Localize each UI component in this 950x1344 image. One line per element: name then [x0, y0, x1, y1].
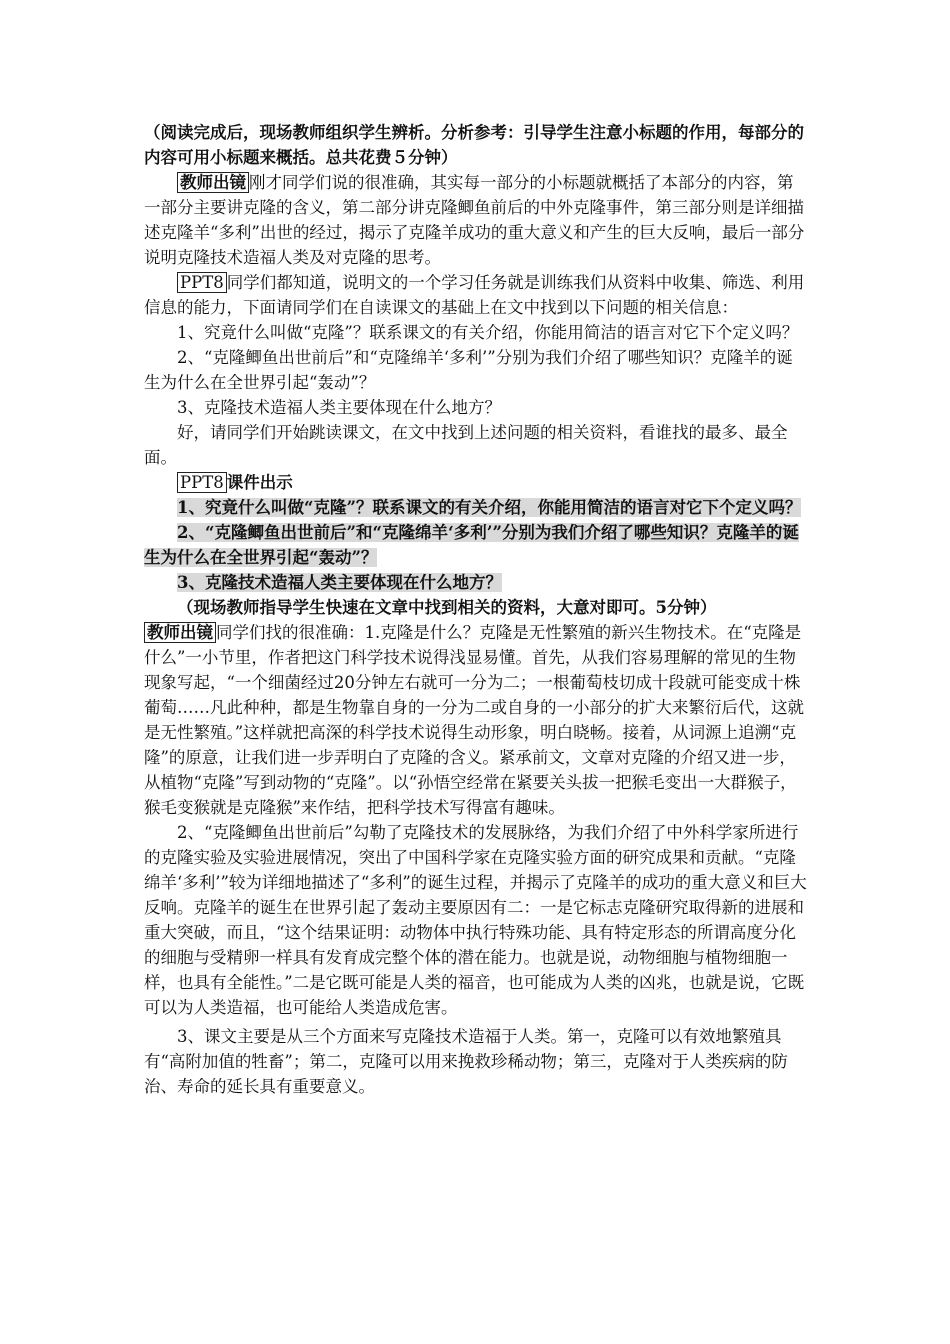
- courseware-line: [144, 470, 808, 495]
- question-2: 2、“克隆鲫鱼出世前后”和“克隆绵羊‘多利’”分别为我们介绍了哪些知识？克隆羊的诞生为什么在全世界引起“轰动”？: [144, 348, 793, 392]
- teacher-on-camera-tag-2: 教师出镜: [144, 622, 216, 643]
- question-1: 1、究竟什么叫做“克隆”？联系课文的有关介绍，你能用简洁的语言对它下个定义吗？: [177, 323, 799, 342]
- teacher-paragraph-1: [144, 170, 808, 270]
- reading-note: （阅读完成后，现场教师组织学生辨析。分析参考：引导学生注意小标题的作用，每部分的内容可用小标题来概括。总共花费５分钟）: [144, 123, 804, 167]
- ppt8-paragraph: [144, 270, 808, 320]
- answer-2-paragraph: 2、“克隆鲫鱼出世前后”勾勒了克隆技术的发展脉络，为我们介绍了中外科学家所进行的克隆实验及实验进展情况，突出了中国科学家在克隆实验方面的研究成果和贡献。“克隆绵羊‘多利’”较为详细地描述了“多利”的诞生过程，并揭示了克隆羊的成功的重大意义和巨大反响。克隆羊的诞生在世界引起了轰动主要原因有二：一是它标志克隆研究取得新的进展和重大突破，而且，“这个结果证明：动物体中执行特殊功能、具有特定形态的所谓高度分化的细胞与受精卵一样具有发育成完整个体的潜在能力。也就是说，动物细胞与植物细胞一样，也具有全能性。”二是它既可能是人类的福音，也可能成为人类的凶兆，也就是说，它既可以为人类造福，也可能给人类造成危害。: [144, 823, 807, 1017]
- highlight-question-3-text: 3、克隆技术造福人类主要体现在什么地方？: [177, 573, 502, 592]
- highlight-question-1: [144, 495, 808, 520]
- ppt8-tag: PPT8: [177, 272, 227, 293]
- highlight-question-3: [144, 570, 808, 595]
- instruction-paragraph: 好，请同学们开始跳读课文，在文中找到上述问题的相关资料，看谁找的最多、最全面。: [144, 423, 788, 467]
- highlight-question-2: [144, 520, 808, 570]
- answer-3-paragraph: 3、课文主要是从三个方面来写克隆技术造福于人类。第一，克隆可以有效地繁殖具有“高附加值的牲畜”；第二，克隆可以用来挽救珍稀动物；第三，克隆对于人类疾病的防治、寿命的延长具有重要意义。: [144, 1027, 788, 1096]
- highlight-question-1-text: 1、究竟什么叫做“克隆”？联系课文的有关介绍，你能用简洁的语言对它下个定义吗？: [177, 498, 802, 517]
- ppt8-paragraph-text: 同学们都知道，说明文的一个学习任务就是训练我们从资料中收集、筛选、利用信息的能力，下面请同学们在自读课文的基础上在文中找到以下问题的相关信息：: [144, 273, 805, 317]
- courseware-label: 课件出示: [226, 473, 293, 492]
- guidance-note: （现场教师指导学生快速在文章中找到相关的资料，大意对即可。5分钟）: [177, 598, 717, 617]
- highlight-question-2-text: 2、“克隆鲫鱼出世前后”和“克隆绵羊‘多利’”分别为我们介绍了哪些知识？克隆羊的诞生为什么在全世界引起“轰动”？: [144, 523, 799, 567]
- teacher-paragraph-2-text: 同学们找的很准确：1.克隆是什么？克隆是无性繁殖的新兴生物技术。在“克隆是什么”一小节里，作者把这门科学技术说得浅显易懂。首先，从我们容易理解的常见的生物现象写起，“一个细菌经过20分钟左右就可一分为二；一根葡萄枝切成十段就可能变成十株葡萄……凡此种种，都是生物靠自身的一分为二或自身的一小部分的扩大来繁衍后代，这就是无性繁殖。”这样就把高深的科学技术说得生动形象，明白晓畅。接着，从词源上追溯“克隆”的原意，让我们进一步弄明白了克隆的含义。紧承前文，文章对克隆的介绍又进一步，从植物“克隆”写到动物的“克隆”。以“孙悟空经常在紧要关头拔一把猴毛变出一大群猴子，猴毛变猴就是克隆猴”来作结，把科学技术写得富有趣味。: [144, 623, 804, 817]
- teacher-paragraph-1-text: 刚才同学们说的很准确，其实每一部分的小标题就概括了本部分的内容，第一部分主要讲克隆的含义，第二部分讲克隆鲫鱼前后的中外克隆事件，第三部分则是详细描述克隆羊“多利”出世的经过，揭示了克隆羊成功的重大意义和产生的巨大反响，最后一部分说明克隆技术造福人类及对克隆的思考。: [144, 173, 805, 267]
- question-3: 3、克隆技术造福人类主要体现在什么地方？: [177, 398, 501, 417]
- teacher-paragraph-2: [144, 620, 808, 820]
- ppt8-tag-2: PPT8: [177, 472, 227, 493]
- document-page: [144, 120, 808, 1099]
- teacher-on-camera-tag: 教师出镜: [177, 172, 249, 193]
